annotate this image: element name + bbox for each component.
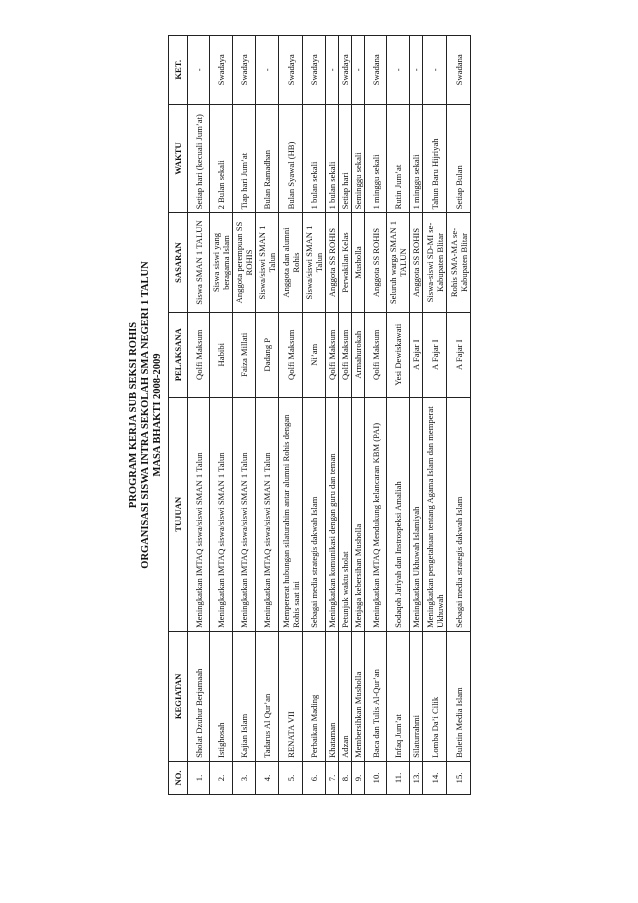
table-cell: Anggota perempuan SS ROHIS: [233, 213, 256, 312]
column-header: TUJUAN: [169, 397, 188, 631]
table-cell: 11.: [387, 761, 410, 794]
table-cell: Rutin Jum’at: [387, 104, 410, 213]
table-cell: Perwakilan Kelas: [339, 213, 352, 312]
table-cell: Seminggu sekali: [352, 104, 365, 213]
column-header: KEGIATAN: [169, 631, 188, 761]
table-cell: -: [352, 36, 365, 105]
table-cell: RENATA VII: [279, 631, 303, 761]
table-cell: Tiap hari Jum’at: [233, 104, 256, 213]
table-cell: Habibi: [210, 312, 233, 397]
table-cell: Khataman: [326, 631, 339, 761]
table-cell: Baca dan Tulis Al-Qur’an: [365, 631, 387, 761]
table-cell: Seluruh warga SMAN 1 TALUN: [387, 213, 410, 312]
table-row: [352, 36, 365, 795]
table-cell: 2 Bulan sekali: [210, 104, 233, 213]
table-body: [188, 36, 471, 795]
table-cell: Meningkatkan IMTAQ siswa/siswi SMAN 1 Talun: [233, 397, 256, 631]
table-cell: Qolfi Maksum: [188, 312, 210, 397]
column-header: SASARAN: [169, 213, 188, 312]
title-line-1: PROGRAM KERJA SUB SEKSI ROHIS: [128, 321, 139, 509]
table-cell: Yesi Dewiskawati: [387, 312, 410, 397]
rotated-page-content: [128, 35, 488, 795]
table-cell: Sebagai media strategis dakwah Islam: [447, 397, 471, 631]
table-cell: Anggota SS ROHIS: [326, 213, 339, 312]
table-row: [423, 36, 447, 795]
table-cell: 1 bulan sekali: [303, 104, 326, 213]
table-cell: Siswa/siswi SMAN 1 Talun: [256, 213, 279, 312]
table-cell: Swadaya: [339, 36, 352, 105]
table-row: [188, 36, 210, 795]
table-cell: 5.: [279, 761, 303, 794]
table-cell: Swadaya: [279, 36, 303, 105]
table-cell: 1.: [188, 761, 210, 794]
table-cell: 13.: [410, 761, 423, 794]
table-cell: Kajian Islam: [233, 631, 256, 761]
table-row: [387, 36, 410, 795]
table-cell: Meningkatkan komunikasi dengan guru dan teman: [326, 397, 339, 631]
table-row: [210, 36, 233, 795]
table-row: [279, 36, 303, 795]
table-cell: Perbaikan Mading: [303, 631, 326, 761]
table-cell: 4.: [256, 761, 279, 794]
table-cell: 1 minggu sekali: [365, 104, 387, 213]
table-cell: -: [326, 36, 339, 105]
table-cell: Siswa siswi yang beragama Islam: [210, 213, 233, 312]
table-cell: Setiap hari (kecuali Jum’at): [188, 104, 210, 213]
table-row: [447, 36, 471, 795]
table-row: [410, 36, 423, 795]
table-cell: Sebagai media strategis dakwah Islam: [303, 397, 326, 631]
table-cell: Tadarus Al Qur’an: [256, 631, 279, 761]
table-cell: Mempererat hubungan silaturahim antar alumni Rohis dengan Rohis saat ini: [279, 397, 303, 631]
table-cell: Petunjuk waktu sholat: [339, 397, 352, 631]
table-cell: 9.: [352, 761, 365, 794]
table-cell: Tahun Baru Hijriyah: [423, 104, 447, 213]
table-cell: Setiap hari: [339, 104, 352, 213]
table-cell: Bulan Syawal (HB): [279, 104, 303, 213]
table-row: [256, 36, 279, 795]
table-cell: -: [423, 36, 447, 105]
table-cell: -: [410, 36, 423, 105]
table-cell: 6.: [303, 761, 326, 794]
column-header: KET.: [169, 36, 188, 105]
table-cell: 1 minggu sekali: [410, 104, 423, 213]
table-cell: 14.: [423, 761, 447, 794]
table-cell: Ni’am: [303, 312, 326, 397]
table-cell: Meningkatkan Ukhuwah Islamiyah: [410, 397, 423, 631]
table-cell: 8.: [339, 761, 352, 794]
table-cell: 3.: [233, 761, 256, 794]
table-cell: Membersihkan Musholla: [352, 631, 365, 761]
table-cell: Meningkatkan IMTAQ siswa/siswi SMAN 1 Talun: [210, 397, 233, 631]
table-cell: 7.: [326, 761, 339, 794]
column-header: WAKTU: [169, 104, 188, 213]
table-cell: Rohis SMA-MA se-Kabupaten Blitar: [447, 213, 471, 312]
table-cell: Siswa/siswi SMAN 1 Talun: [303, 213, 326, 312]
table-cell: A Fajar I: [410, 312, 423, 397]
table-cell: Adzan: [339, 631, 352, 761]
table-cell: Sodaqoh Jariyah dan Instrospeksi Amaliah: [387, 397, 410, 631]
table-row: [365, 36, 387, 795]
work-program-table: [168, 35, 471, 795]
column-header: NO.: [169, 761, 188, 794]
table-cell: Bulan Ramadhan: [256, 104, 279, 213]
table-cell: Buletin Media Islam: [447, 631, 471, 761]
table-cell: Qolfi Maksum: [339, 312, 352, 397]
table-cell: Swadana: [447, 36, 471, 105]
table-cell: Musholla: [352, 213, 365, 312]
document-title: [128, 35, 164, 795]
table-cell: Setiap Bulan: [447, 104, 471, 213]
table-cell: -: [387, 36, 410, 105]
table-row: [326, 36, 339, 795]
table-cell: Swadaya: [210, 36, 233, 105]
table-cell: Armahurokah: [352, 312, 365, 397]
table-row: [233, 36, 256, 795]
table-cell: Swadaya: [233, 36, 256, 105]
table-cell: 2.: [210, 761, 233, 794]
table-cell: Dadang P: [256, 312, 279, 397]
title-line-3: MASA BHAKTI 2008-2009: [152, 353, 163, 477]
table-cell: A Fajar I: [447, 312, 471, 397]
table-cell: Sholat Dzuhur Berjamaah: [188, 631, 210, 761]
table-cell: Faiza Millati: [233, 312, 256, 397]
table-cell: A Fajar I: [423, 312, 447, 397]
column-header: PELAKSANA: [169, 312, 188, 397]
table-cell: 10.: [365, 761, 387, 794]
table-cell: Swadaya: [303, 36, 326, 105]
table-cell: Qolfi Maksum: [279, 312, 303, 397]
table-cell: Siswa SMAN 1 TALUN: [188, 213, 210, 312]
table-cell: Qolfi Maksum: [365, 312, 387, 397]
table-cell: Meningkatkan IMTAQ siswa/siswi SMAN 1 Talun: [188, 397, 210, 631]
table-row: [339, 36, 352, 795]
table-cell: Anggota SS ROHIS: [365, 213, 387, 312]
table-cell: Qolfi Maksum: [326, 312, 339, 397]
table-cell: Meningkatkan pengetahuan tentang Agama Islam dan memperat Ukhuwah: [423, 397, 447, 631]
table-cell: Infaq Jum’at: [387, 631, 410, 761]
table-cell: Meningkatkan IMTAQ Mendukung kelancaran KBM (PAI): [365, 397, 387, 631]
table-cell: Siswa-siswi SD-MI se-Kabupaten Blitar: [423, 213, 447, 312]
table-cell: Lomba Da’i Cilik: [423, 631, 447, 761]
table-cell: Meningkatkan IMTAQ siswa/siswi SMAN 1 Talun: [256, 397, 279, 631]
table-cell: -: [188, 36, 210, 105]
table-cell: Menjaga kebersihan Musholla: [352, 397, 365, 631]
table-cell: Anggota SS ROHIS: [410, 213, 423, 312]
title-line-2: ORGANISASI SISWA INTRA SEKOLAH SMA NEGERI 1 TALUN: [140, 261, 151, 569]
table-cell: Istighosah: [210, 631, 233, 761]
table-cell: 15.: [447, 761, 471, 794]
table-cell: Swadana: [365, 36, 387, 105]
table-cell: Anggota dan alumni Rohis: [279, 213, 303, 312]
table-cell: -: [256, 36, 279, 105]
table-row: [303, 36, 326, 795]
table-header-row: [169, 36, 188, 795]
table-cell: 1 bulan sekali: [326, 104, 339, 213]
table-cell: Silaturrahmi: [410, 631, 423, 761]
